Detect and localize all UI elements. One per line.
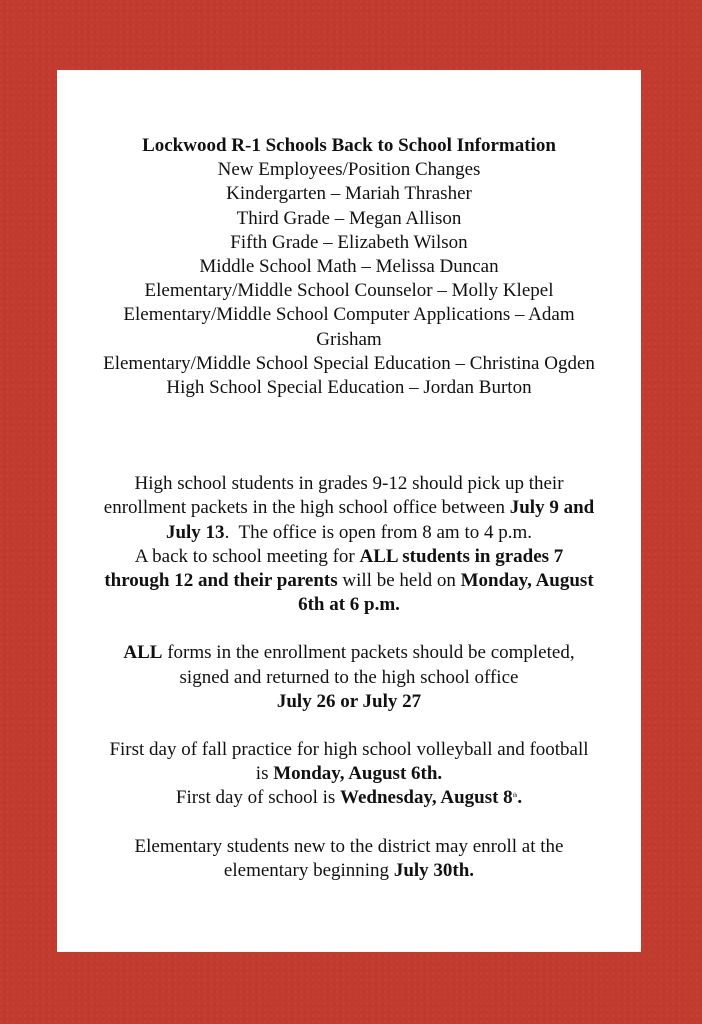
spacer bbox=[57, 714, 641, 738]
spacer bbox=[57, 617, 641, 641]
practice-line: First day of fall practice for high school volleyball and football bbox=[109, 739, 589, 761]
staff-line: Grisham bbox=[316, 328, 382, 350]
forms-line: signed and returned to the high school office bbox=[179, 666, 519, 688]
forms-line: ALL forms in the enrollment packets should be completed, bbox=[123, 642, 575, 664]
flyer-card bbox=[57, 70, 641, 952]
enrollment-line: July 13. The office is open from 8 am to 4 p.m. bbox=[165, 521, 533, 543]
staff-line: Kindergarten – Mariah Thrasher bbox=[226, 183, 472, 205]
staff-line: Elementary/Middle School Computer Applications – Adam bbox=[123, 304, 575, 326]
elementary-line: elementary beginning July 30th. bbox=[223, 859, 475, 881]
staff-line: Elementary/Middle School Special Education – Christina Ogden bbox=[103, 352, 595, 374]
flyer-content bbox=[57, 134, 641, 883]
meeting-line: A back to school meeting for ALL students in grades 7 bbox=[134, 545, 564, 567]
enrollment-line: High school students in grades 9-12 should pick up their bbox=[134, 473, 564, 495]
staff-line: Fifth Grade – Elizabeth Wilson bbox=[230, 231, 468, 253]
staff-line: High School Special Education – Jordan Burton bbox=[166, 377, 532, 399]
flyer-title: Lockwood R-1 Schools Back to School Information bbox=[142, 135, 556, 156]
forms-deadline: July 26 or July 27 bbox=[276, 690, 422, 712]
spacer bbox=[57, 400, 641, 472]
meeting-line: 6th at 6 p.m. bbox=[298, 594, 400, 616]
staff-line: Middle School Math – Melissa Duncan bbox=[199, 256, 499, 278]
enrollment-line: enrollment packets in the high school office between July 9 and bbox=[103, 497, 595, 519]
section-subtitle: New Employees/Position Changes bbox=[217, 159, 481, 181]
staff-line: Elementary/Middle School Counselor – Molly Klepel bbox=[144, 280, 554, 302]
meeting-line: through 12 and their parents will be held on Monday, August bbox=[104, 570, 594, 592]
elementary-line: Elementary students new to the district may enroll at the bbox=[134, 835, 564, 857]
practice-line: is Monday, August 6th. bbox=[255, 763, 443, 785]
staff-line: Third Grade – Megan Allison bbox=[236, 207, 462, 229]
first-day-line: First day of school is Wednesday, August 8th. bbox=[175, 787, 523, 809]
spacer bbox=[57, 811, 641, 835]
